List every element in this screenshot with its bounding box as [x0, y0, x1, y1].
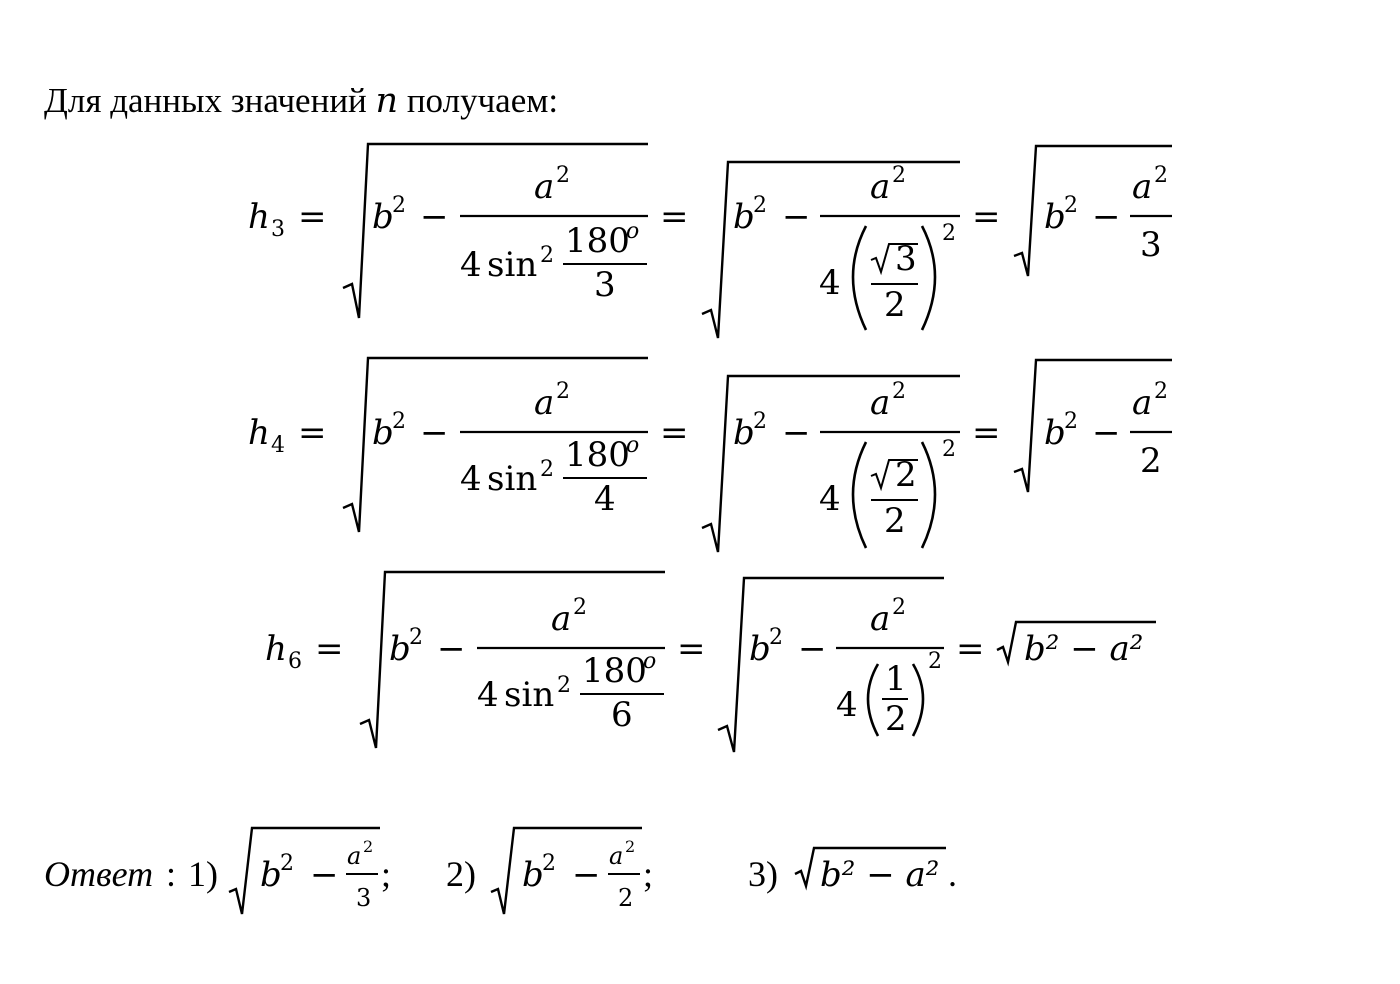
h3-r2-four: 4	[819, 263, 841, 303]
formula-h6	[265, 572, 1156, 752]
h6-r2-b-exp: 2	[769, 625, 783, 650]
answer-label: Ответ	[44, 854, 154, 894]
h4-r3-a-exp: 2	[1154, 379, 1168, 404]
h6-r1-b-exp: 2	[409, 625, 423, 650]
h4-equals-3: =	[972, 413, 1001, 453]
h6-r1-deg: o	[643, 649, 657, 674]
h4-r2-minus: −	[782, 413, 811, 453]
h4-r1-sub-den: 4	[594, 479, 616, 519]
answer-item1-b-exp: 2	[280, 851, 294, 876]
svg-text:Для данных значений n получаем	[44, 81, 558, 121]
h3-r1-minus: −	[420, 197, 449, 237]
answer-item1-a: a	[347, 842, 362, 870]
h4-r2-b-exp: 2	[753, 409, 767, 434]
h4-r2-right-paren	[922, 442, 935, 548]
h6-equals: =	[315, 629, 344, 669]
h3-r3-b-exp: 2	[1064, 193, 1078, 218]
h3-r2-a: a	[870, 167, 891, 207]
h6-r2-a: a	[870, 599, 891, 639]
formula-h3	[248, 144, 1172, 338]
answer-line	[44, 828, 957, 914]
answer-item1-end: ;	[381, 854, 392, 894]
h4-r1-sin: sin	[487, 459, 538, 499]
h6-r2-minus: −	[798, 629, 827, 669]
h6-r1-sin-exp: 2	[557, 673, 571, 698]
answer-item2-end: ;	[643, 854, 654, 894]
h4-r2-a: a	[870, 383, 891, 423]
h4-r2-inner-den: 2	[884, 501, 906, 541]
h6-r1-sin: sin	[504, 675, 555, 715]
h6-r2-paren-exp: 2	[928, 649, 942, 674]
h3-subscript: 3	[271, 217, 285, 242]
h4-r1-b-exp: 2	[392, 409, 406, 434]
h6-equals-2: =	[677, 629, 706, 669]
h3-r1-four: 4	[460, 245, 482, 285]
h4-r2-left-paren	[853, 442, 866, 548]
h6-r2-right-paren	[913, 664, 923, 736]
h6-r2-four: 4	[836, 685, 858, 725]
h6-r2-left-paren	[868, 664, 878, 736]
h4-r2-inner-num: 2	[895, 455, 917, 495]
answer-item1-den: 3	[356, 884, 372, 912]
h3-r1-a-exp: 2	[556, 163, 570, 188]
h4-r3-den: 2	[1140, 441, 1162, 481]
h3-r2-b-exp: 2	[753, 193, 767, 218]
h6-r2-b: b	[749, 629, 771, 669]
h3-r2-inner-den: 2	[884, 285, 906, 325]
h4-equals: =	[298, 413, 327, 453]
h6-r3-result: b² − a²	[1024, 629, 1144, 669]
h4-r1-minus: −	[420, 413, 449, 453]
answer-item2-den: 2	[618, 884, 634, 912]
h6-r1-b: b	[389, 629, 411, 669]
answer-item3-end: .	[948, 854, 957, 894]
h4-r1-a: a	[534, 383, 555, 423]
h4-r3-a: a	[1132, 383, 1153, 423]
h3-r3-den: 3	[1140, 225, 1162, 265]
h3-r1-sin-exp: 2	[540, 243, 554, 268]
h4-r3-minus: −	[1092, 413, 1121, 453]
h4-r1-four: 4	[460, 459, 482, 499]
h3-r2-left-paren	[853, 226, 866, 330]
answer-item2-a-exp: 2	[625, 837, 636, 856]
h3-r1-deg: o	[626, 219, 640, 244]
answer-item2-b-exp: 2	[542, 851, 556, 876]
intro-line	[44, 81, 558, 121]
h4-equals-2: =	[660, 413, 689, 453]
h4-r2-paren-exp: 2	[942, 437, 956, 462]
formula-h4	[248, 358, 1172, 552]
h4-symbol: h	[248, 413, 270, 453]
h4-subscript: 4	[271, 433, 285, 458]
h3-r1-180: 180	[565, 221, 630, 261]
h6-r1-minus: −	[437, 629, 466, 669]
h6-r2-half-den: 2	[885, 699, 907, 739]
h4-r3-b-exp: 2	[1064, 409, 1078, 434]
h3-symbol: h	[248, 197, 270, 237]
answer-colon: :	[166, 854, 177, 894]
h6-r1-a: a	[551, 599, 572, 639]
h4-r1-a-exp: 2	[556, 379, 570, 404]
answer-item1-a-exp: 2	[363, 837, 374, 856]
h3-equals: =	[298, 197, 327, 237]
h4-r2-four: 4	[819, 479, 841, 519]
h6-r1-a-exp: 2	[573, 595, 587, 620]
h4-r2-a-exp: 2	[892, 379, 906, 404]
h6-r2-a-exp: 2	[892, 595, 906, 620]
h3-r3-b: b	[1044, 197, 1066, 237]
h3-r2-a-exp: 2	[892, 163, 906, 188]
h4-r1-sin-exp: 2	[540, 457, 554, 482]
h4-r3-b: b	[1044, 413, 1066, 453]
answer-item1-minus: −	[310, 855, 339, 895]
h3-r2-paren-exp: 2	[942, 221, 956, 246]
h4-r1-180: 180	[565, 435, 630, 475]
h6-equals-3: =	[956, 629, 985, 669]
h3-r1-sub-den: 3	[594, 265, 616, 305]
intro-var-n: n	[375, 81, 399, 121]
h3-r1-b-exp: 2	[392, 193, 406, 218]
intro-text-before: Для данных значений	[44, 81, 376, 120]
h6-r1-four: 4	[477, 675, 499, 715]
h4-r2-b: b	[733, 413, 755, 453]
h4-r1-b: b	[372, 413, 394, 453]
intro-text-after: получаем:	[398, 81, 559, 120]
h3-r1-b: b	[372, 197, 394, 237]
h3-r3-a-exp: 2	[1154, 163, 1168, 188]
h6-r2-half-num: 1	[885, 659, 907, 699]
h4-r1-deg: o	[626, 433, 640, 458]
h3-r2-minus: −	[782, 197, 811, 237]
h3-r2-inner-num: 3	[895, 239, 917, 279]
answer-item3-label: 3)	[748, 854, 778, 894]
h3-equals-3: =	[972, 197, 1001, 237]
answer-item2-b: b	[522, 855, 544, 895]
h3-r2-b: b	[733, 197, 755, 237]
h3-r1-sin: sin	[487, 245, 538, 285]
answer-item2-a: a	[609, 842, 624, 870]
h6-r1-sub-den: 6	[611, 695, 633, 735]
h6-subscript: 6	[288, 649, 302, 674]
h3-r3-minus: −	[1092, 197, 1121, 237]
h6-symbol: h	[265, 629, 287, 669]
h3-r2-right-paren	[922, 226, 935, 330]
answer-item1-label: 1)	[188, 854, 218, 894]
h4-radical-2	[702, 376, 960, 552]
h3-r3-a: a	[1132, 167, 1153, 207]
h3-r1-a: a	[534, 167, 555, 207]
answer-item3-expr: b² − a²	[820, 855, 940, 895]
answer-item2-label: 2)	[446, 854, 476, 894]
h3-radical-2	[702, 162, 960, 338]
answer-item2-minus: −	[572, 855, 601, 895]
answer-item1-b: b	[260, 855, 282, 895]
h6-r1-180: 180	[582, 651, 647, 691]
h3-equals-2: =	[660, 197, 689, 237]
